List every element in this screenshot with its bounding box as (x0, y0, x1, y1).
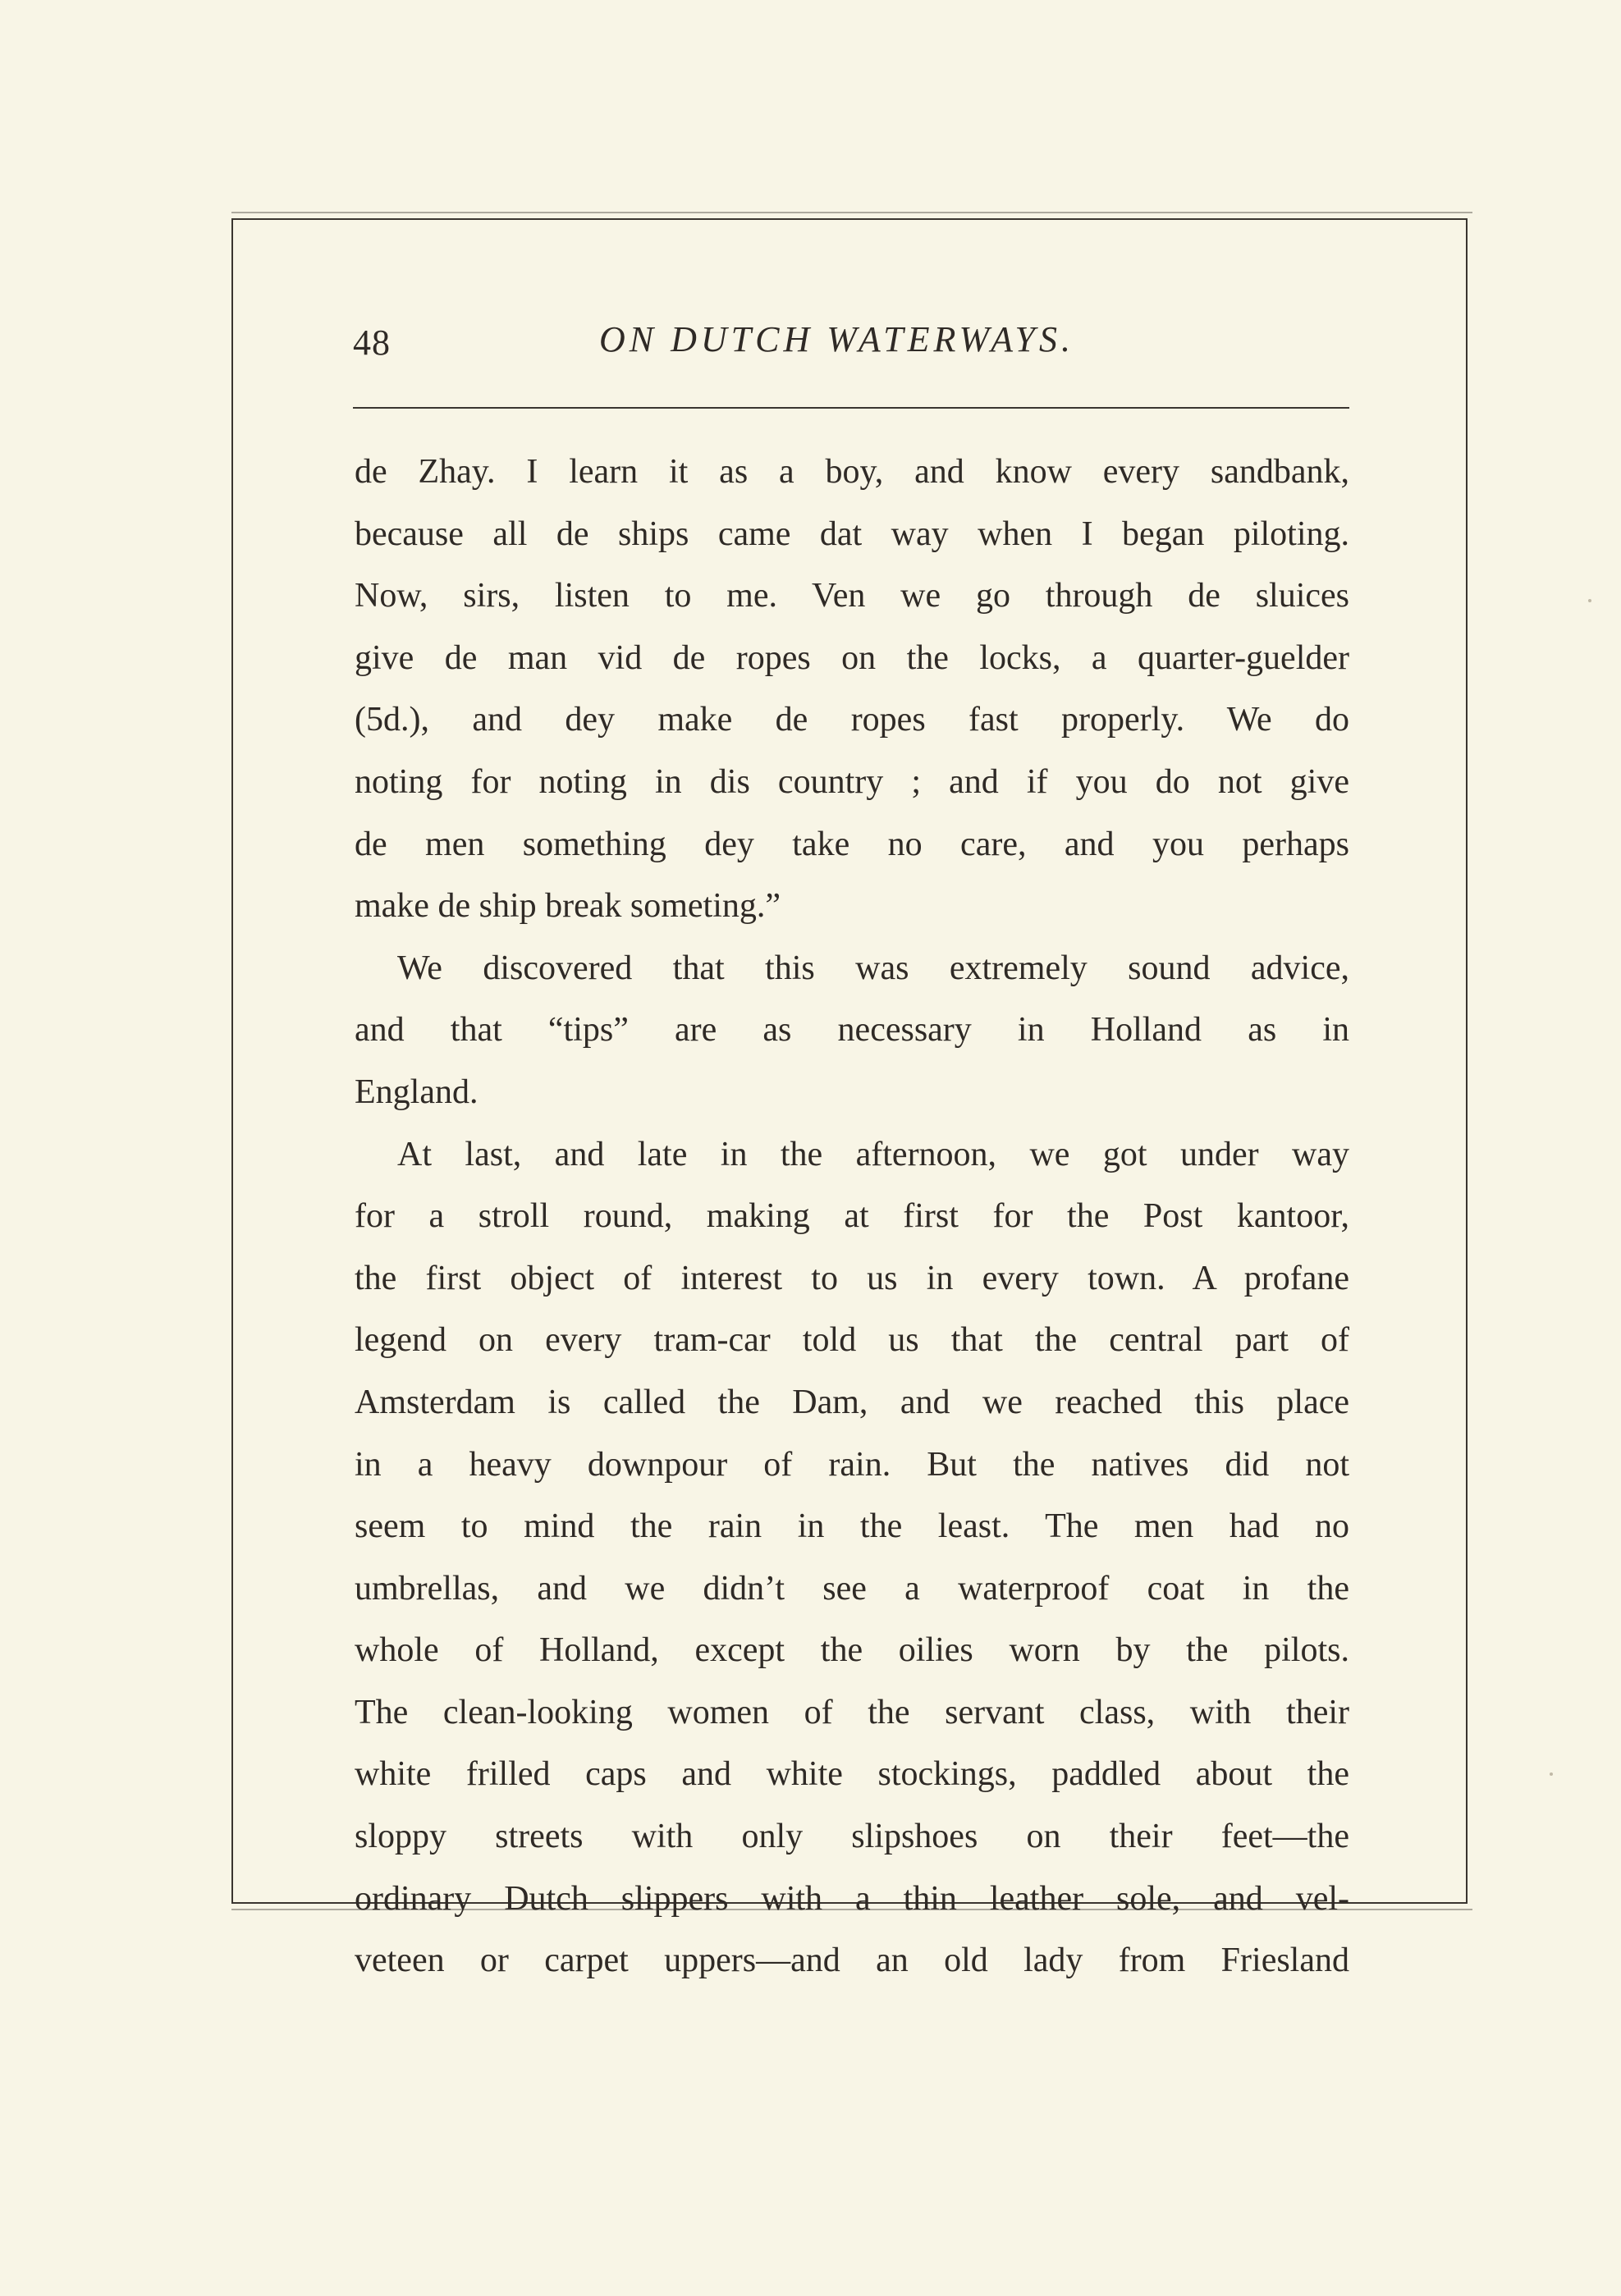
text-line: give de man vid de ropes on the locks, a quarter-guelder (355, 638, 1349, 677)
text-line: Now, sirs, listen to me. Ven we go through de sluices (355, 577, 1349, 615)
text-line: white frilled caps and white stockings, paddled about the (355, 1755, 1349, 1794)
text-line: seem to mind the rain in the least. The men had no (355, 1507, 1349, 1546)
text-line: Amsterdam is called the Dam, and we reached this place (355, 1383, 1349, 1421)
text-line: de Zhay. I learn it as a boy, and know every sandbank, (355, 453, 1349, 491)
text-line: veteen or carpet uppers—and an old lady from Friesland (355, 1942, 1349, 1980)
text-line: the first object of interest to us in every town. A profane (355, 1259, 1349, 1297)
page-number: 48 (353, 322, 391, 363)
text-line: The clean-looking women of the servant class, with their (355, 1693, 1349, 1731)
text-line: sloppy streets with only slipshoes on their feet—the (355, 1818, 1349, 1856)
text-line: whole of Holland, except the oilies worn by the pilots. (355, 1631, 1349, 1670)
header-rule (353, 407, 1349, 409)
text-line: noting for noting in dis country ; and if you do not give (355, 762, 1349, 801)
text-line: de men something dey take no care, and you perhaps (355, 825, 1349, 863)
text-line: because all de ships came dat way when I began piloting. (355, 515, 1349, 553)
text-line: and that “tips” are as necessary in Holland as in (355, 1011, 1349, 1050)
body-text (355, 441, 1349, 1992)
text-line: make de ship break someting.” (355, 887, 781, 926)
text-line: umbrellas, and we didn’t see a waterproof coat in the (355, 1569, 1349, 1608)
text-line: for a stroll round, making at first for the Post kantoor, (355, 1197, 1349, 1236)
text-line: ordinary Dutch slippers with a thin leather sole, and vel- (355, 1879, 1349, 1918)
frame-top-shadow (231, 212, 1472, 213)
page-header (353, 318, 1349, 376)
text-line: legend on every tram-car told us that the central part of (355, 1321, 1349, 1360)
paper-speck (1588, 599, 1591, 602)
text-line: At last, and late in the afternoon, we got under way (397, 1135, 1349, 1173)
text-line: (5d.), and dey make de ropes fast properly. We do (355, 701, 1349, 739)
text-line: in a heavy downpour of rain. But the natives did not (355, 1445, 1349, 1484)
text-line: England. (355, 1073, 479, 1111)
running-title: ON DUTCH WATERWAYS. (599, 319, 1075, 359)
text-line: We discovered that this was extremely sound advice, (397, 949, 1349, 987)
paper-speck (1550, 1772, 1553, 1776)
